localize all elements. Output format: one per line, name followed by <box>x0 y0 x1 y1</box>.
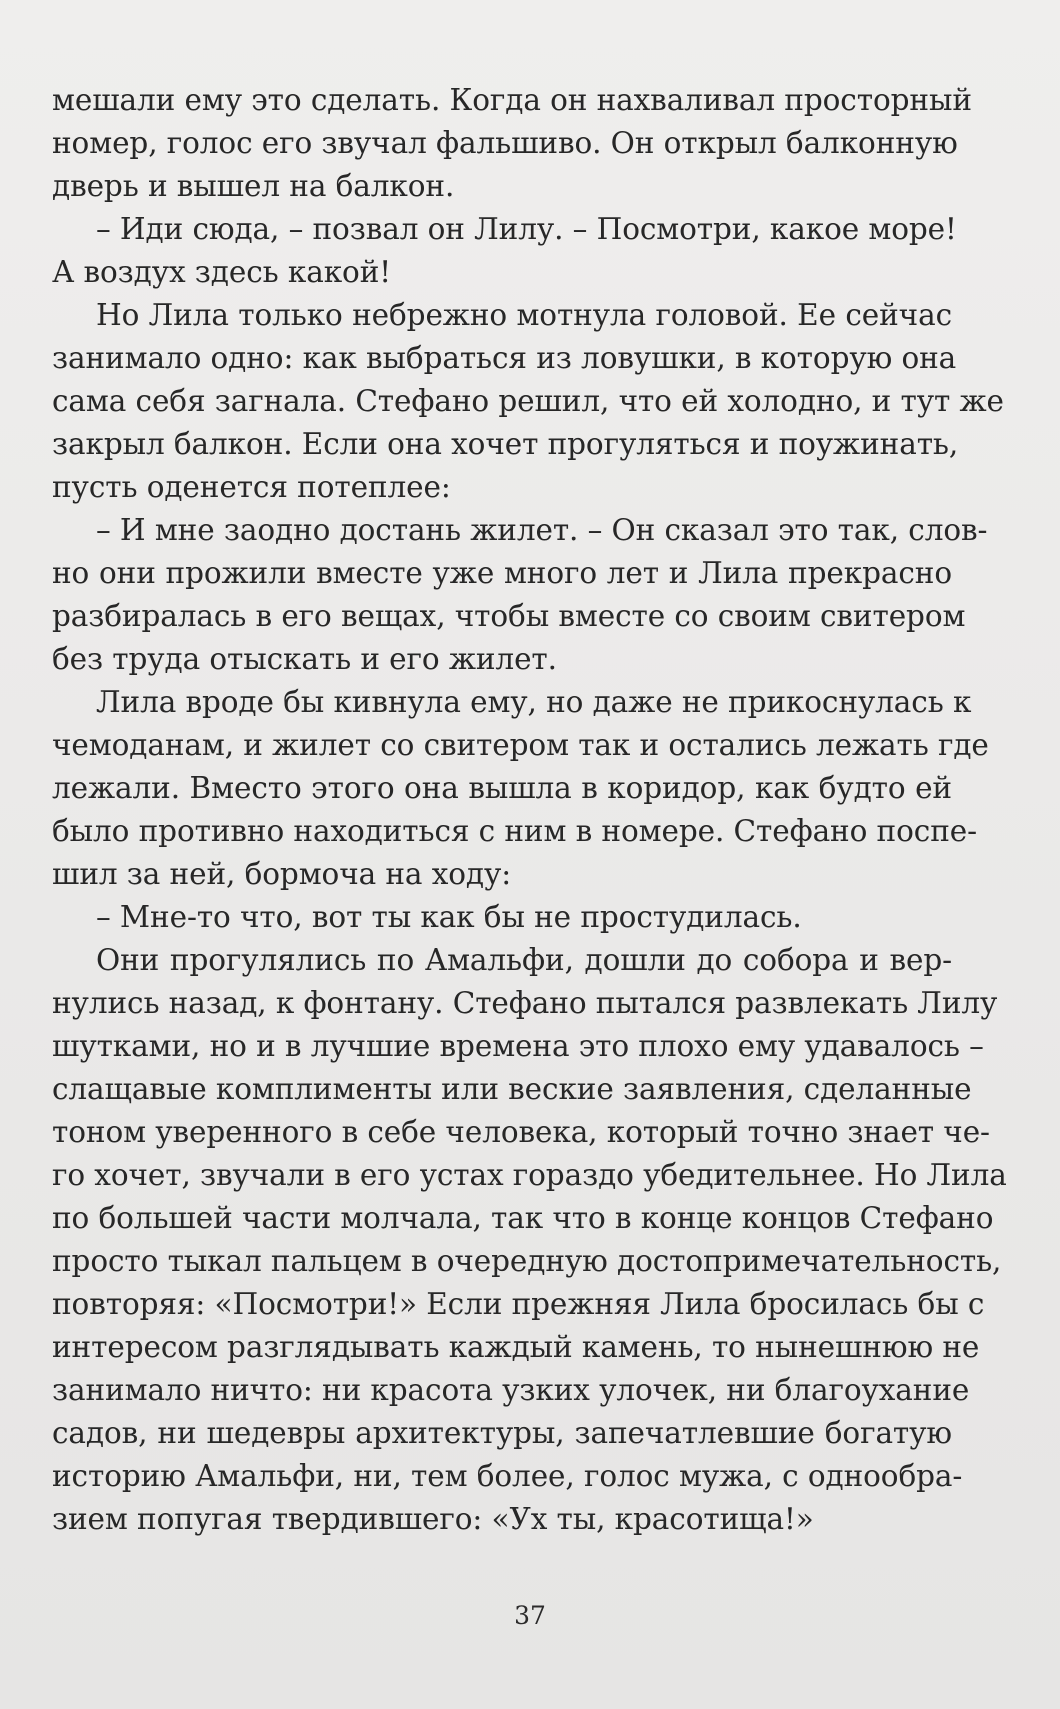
text-line: закрыл балкон. Если она хочет прогуляться и поужинать, <box>52 427 959 461</box>
text-line: тоном уверенного в себе человека, который точно знает че- <box>52 1115 990 1149</box>
text-line: слащавые комплименты или веские заявления, сделанные <box>52 1072 972 1106</box>
text-line: лежали. Вместо этого она вышла в коридор, как будто ей <box>52 771 952 805</box>
text-line: Но Лила только небрежно мотнула головой. Ее сейчас <box>96 298 952 332</box>
page-number: 37 <box>514 1601 546 1630</box>
text-line: сама себя загнала. Стефано решил, что ей холодно, и тут же <box>52 384 1004 418</box>
text-line: А воздух здесь какой! <box>52 255 392 289</box>
text-line: шутками, но и в лучшие времена это плохо ему удавалось – <box>52 1029 984 1063</box>
text-line: садов, ни шедевры архитектуры, запечатлевшие богатую <box>52 1416 952 1450</box>
text-line: занимало одно: как выбраться из ловушки, в которую она <box>52 341 957 375</box>
body-text <box>52 79 1007 1541</box>
text-line: – Мне-то что, вот ты как бы не простудилась. <box>96 900 802 934</box>
text-line: было противно находиться с ним в номере. Стефано поспе- <box>52 814 977 848</box>
text-line: просто тыкал пальцем в очередную достопримечательность, <box>52 1244 1002 1278</box>
text-line: пусть оденется потеплее: <box>52 470 451 504</box>
text-line: без труда отыскать и его жилет. <box>52 642 557 676</box>
text-line: нулись назад, к фонтану. Стефано пытался развлекать Лилу <box>52 986 998 1020</box>
text-line: разбиралась в его вещах, чтобы вместе со своим свитером <box>52 599 966 633</box>
text-line: по большей части молчала, так что в конце концов Стефано <box>52 1201 994 1235</box>
text-line: зием попугая твердившего: «Ух ты, красотища!» <box>52 1502 814 1536</box>
text-line: но они прожили вместе уже много лет и Лила прекрасно <box>52 556 952 590</box>
text-line: го хочет, звучали в его устах гораздо убедительнее. Но Лила <box>52 1158 1007 1192</box>
text-line: номер, голос его звучал фальшиво. Он открыл балконную <box>52 126 958 160</box>
text-line: дверь и вышел на балкон. <box>52 169 455 203</box>
text-line: интересом разглядывать каждый камень, то нынешнюю не <box>52 1330 980 1364</box>
text-line: историю Амальфи, ни, тем более, голос мужа, с однообра- <box>52 1459 963 1493</box>
text-line: Лила вроде бы кивнула ему, но даже не прикоснулась к <box>96 685 972 719</box>
text-line: – Иди сюда, – позвал он Лилу. – Посмотри, какое море! <box>96 212 957 246</box>
text-line: Они прогулялись по Амальфи, дошли до собора и вер- <box>96 943 952 977</box>
text-line: шил за ней, бормоча на ходу: <box>52 857 512 891</box>
text-line: повторяя: «Посмотри!» Если прежняя Лила бросилась бы с <box>52 1287 985 1321</box>
text-line: мешали ему это сделать. Когда он нахваливал просторный <box>52 83 972 117</box>
text-line: – И мне заодно достань жилет. – Он сказал это так, слов- <box>96 513 988 547</box>
text-line: чемоданам, и жилет со свитером так и остались лежать где <box>52 728 989 762</box>
text-line: занимало ничто: ни красота узких улочек, ни благоухание <box>52 1373 970 1407</box>
